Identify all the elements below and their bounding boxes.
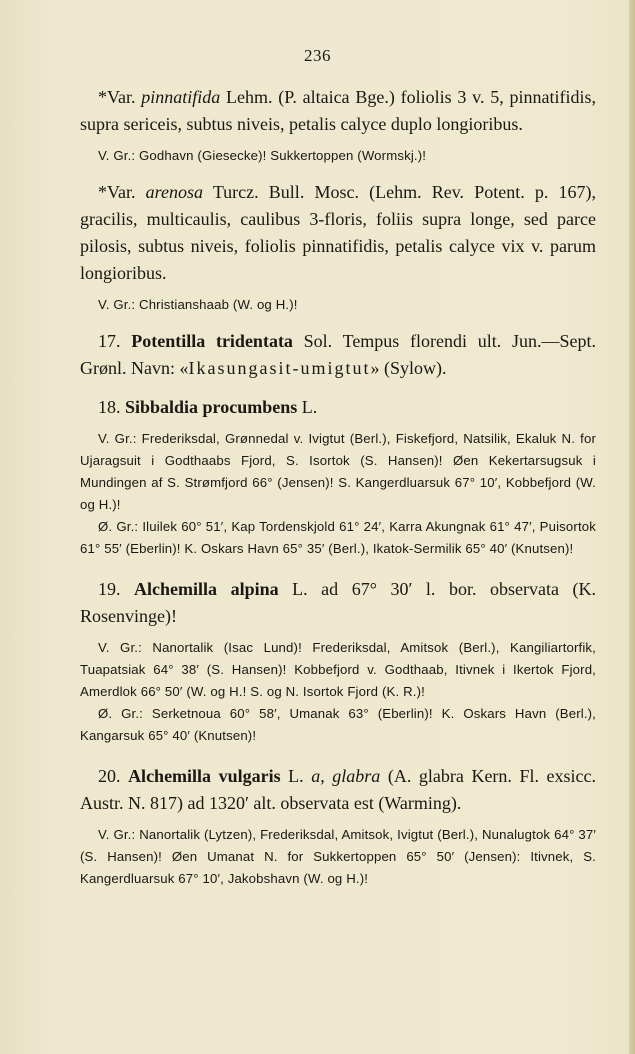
var-pinnatifida-paragraph: *Var. pinnatifida Lehm. (P. altaica Bge.) foliolis 3 v. 5, pinnatifidis, supra sericeis, subtus niveis, petalis calyce duplo longioribus. — [80, 87, 596, 134]
locality-note: V. Gr.: Christianshaab (W. og H.)! — [98, 297, 298, 312]
east-greenland-localities: Ø. Gr.: Serketnoua 60° 58′, Umanak 63° (Eberlin)! K. Oskars Havn (Berl.), Kangarsuk 65° 40′ (Knutsen)! — [80, 706, 596, 743]
page-edge — [629, 0, 635, 1054]
entry-17-potentilla-tridentata: 17. Potentilla tridentata Sol. Tempus florendi ult. Jun.—Sept. Grønl. Navn: «Ikasungasit-umigtut» (Sylow). — [80, 331, 596, 378]
entry-20-alchemilla-vulgaris: 20. Alchemilla vulgaris L. a, glabra (A. glabra Kern. Fl. exsicc. Austr. N. 817) ad 1320′ alt. observata est (Warming). — [80, 766, 597, 813]
entry-18-sibbaldia-procumbens: 18. Sibbaldia procumbens L. — [98, 397, 318, 417]
page-text — [80, 84, 596, 890]
west-greenland-localities: V. Gr.: Nanortalik (Lytzen), Frederiksdal, Amitsok, Ivigtut (Berl.), Nunalugtok 64° 37′ (S. Hansen)! Øen Umanat N. for Sukkertoppen 65° 50′ (Jensen): Itivnek, S. Kangerdluarsuk 67° 10′, Jakobshavn (W. og H.)! — [80, 827, 596, 886]
var-arenosa-paragraph: *Var. arenosa Turcz. Bull. Mosc. (Lehm. Rev. Potent. p. 167), gracilis, multicaulis, caulibus 3-floris, foliis supra longe, sed parce pilosis, subtus niveis, foliolis pinnatifidis, petalis calyce vix v. parum longioribus. — [80, 182, 596, 283]
west-greenland-localities: V. Gr.: Frederiksdal, Grønnedal v. Ivigtut (Berl.), Fiskefjord, Natsilik, Ekaluk N. for Ujaragsuit i Godthaabs Fjord, S. Isortok (S. Hansen)! Øen Kekertarsugsuk i Mundingen af S. Strømfjord 66° (Jensen)! S. Kangerdluarsuk 67° 10′, Kobbefjord (W. og H.)! — [80, 431, 596, 512]
east-greenland-localities: Ø. Gr.: Iluilek 60° 51′, Kap Tordenskjold 61° 24′, Karra Akungnak 61° 47′, Puisortok 61° 55′ (Eberlin)! K. Oskars Havn 65° 35′ (Berl.), Ikatok-Sermilik 65° 40′ (Knutsen)! — [80, 519, 596, 556]
page-number: 236 — [304, 46, 331, 65]
locality-note: V. Gr.: Godhavn (Giesecke)! Sukkertoppen (Wormskj.)! — [98, 148, 427, 163]
west-greenland-localities: V. Gr.: Nanortalik (Isac Lund)! Frederiksdal, Amitsok (Berl.), Kangiliartorfik, Tuapatsiak 64° 38′ (S. Hansen)! Kobbefjord v. Godthaab, Itivnek i Ikertok Fjord, Amerdlok 66° 50′ (W. og H.! S. og N. Isortok Fjord (K. R.)! — [80, 640, 596, 699]
entry-19-alchemilla-alpina: 19. Alchemilla alpina L. ad 67° 30′ l. bor. observata (K. Rosenvinge)! — [80, 579, 597, 626]
